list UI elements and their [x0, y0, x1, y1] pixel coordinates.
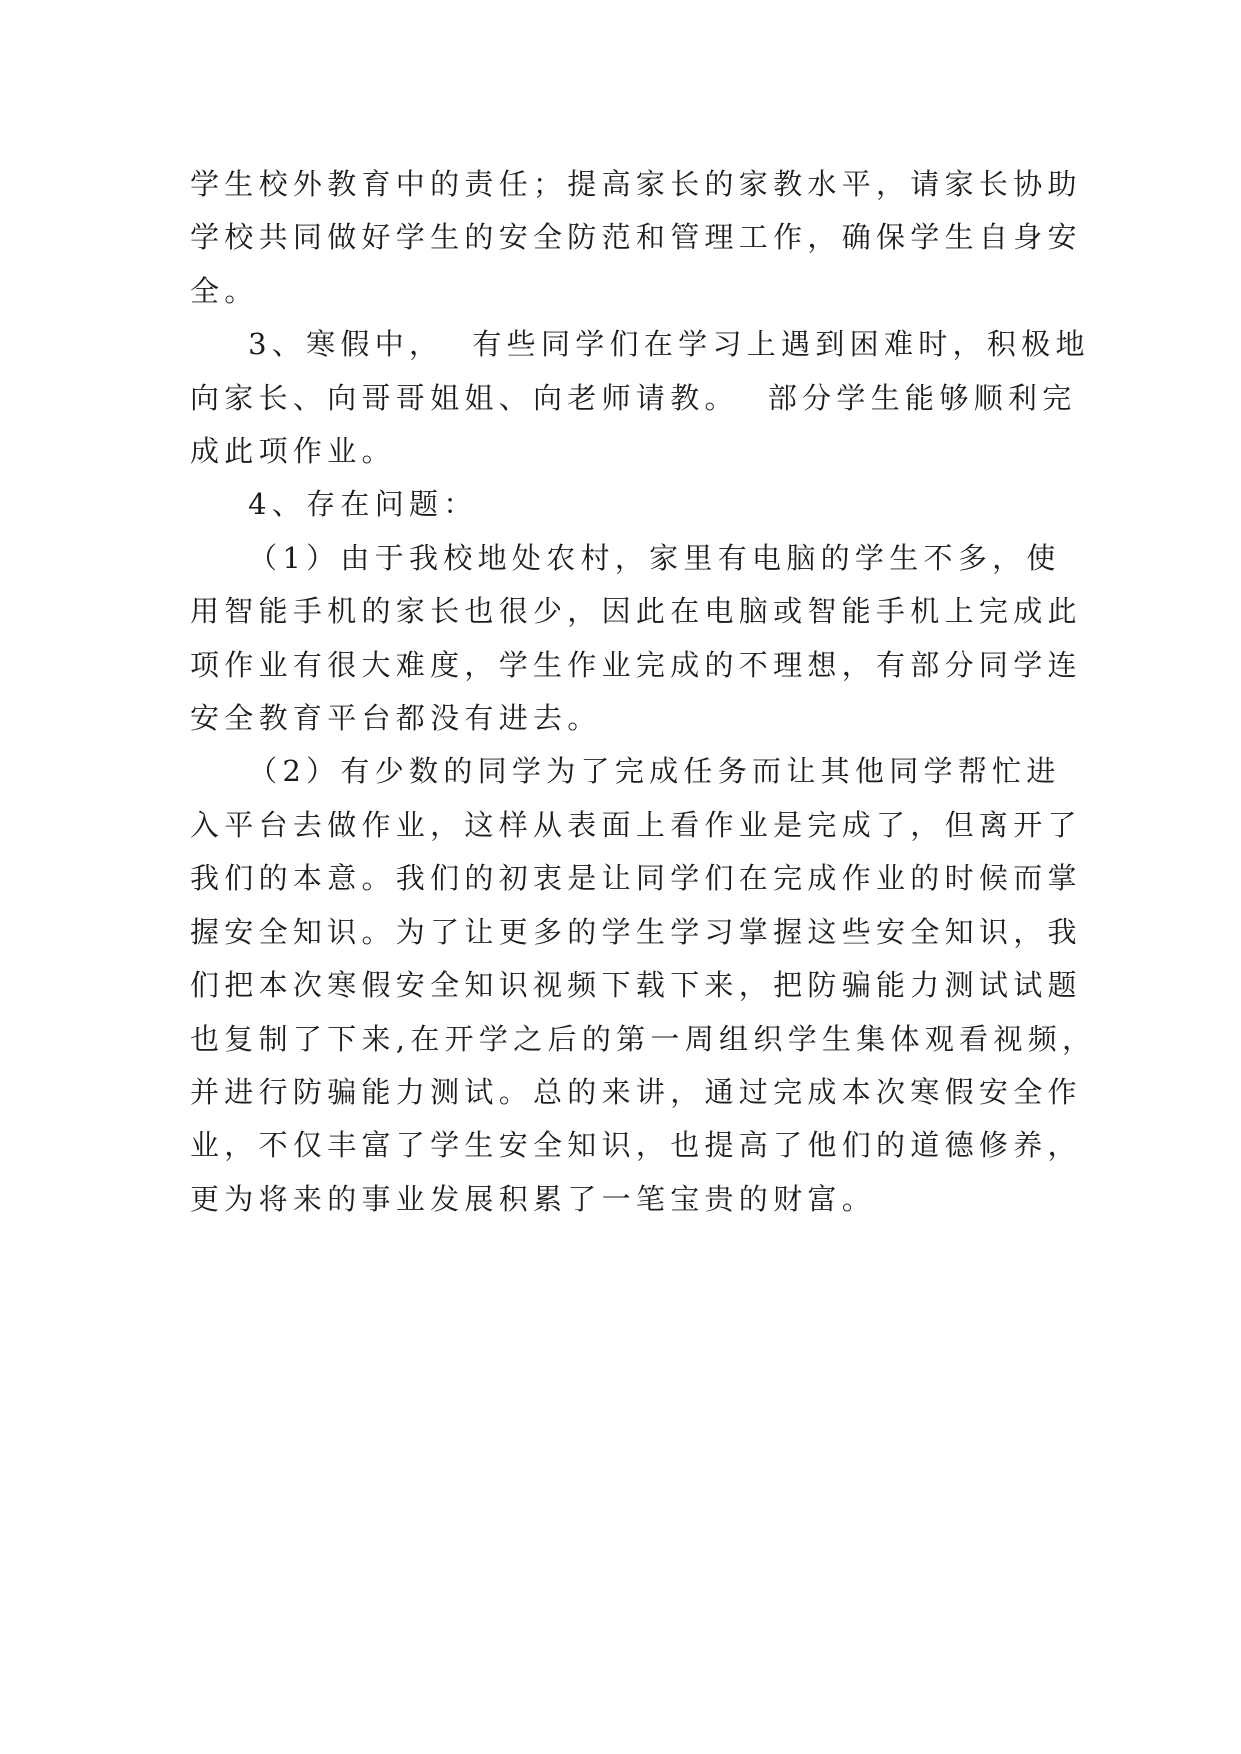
- text-line: 握安全知识。为了让更多的学生学习掌握这些安全知识，我: [190, 914, 1082, 949]
- text-line: 更为将来的事业发展积累了一笔宝贵的财富。: [190, 1181, 877, 1216]
- text-line: 并进行防骗能力测试。总的来讲，通过完成本次寒假安全作: [190, 1074, 1082, 1109]
- text-line: 全。: [190, 273, 259, 308]
- text-line: 学校共同做好学生的安全防范和管理工作，确保学生自身安: [190, 220, 1082, 255]
- text-line: 们把本次寒假安全知识视频下载下来，把防骗能力测试试题: [190, 968, 1082, 1003]
- text-line: 项作业有很大难度，学生作业完成的不理想，有部分同学连: [190, 647, 1082, 682]
- text-line: 业，不仅丰富了学生安全知识，也提高了他们的道德修养，: [190, 1128, 1082, 1163]
- text-line: 4、存在问题：: [190, 487, 478, 522]
- text-line: 安全教育平台都没有进去。: [190, 701, 602, 736]
- text-line: 3、寒假中， 有些同学们在学习上遇到困难时，积极地: [190, 327, 1090, 362]
- text-line: （2）有少数的同学为了完成任务而让其他同学帮忙进: [190, 754, 1061, 789]
- text-line: 入平台去做作业，这样从表面上看作业是完成了，但离开了: [190, 807, 1082, 842]
- text-line: 我们的本意。我们的初衷是让同学们在完成作业的时候而掌: [190, 861, 1082, 896]
- text-line: 向家长、向哥哥姐姐、向老师请教。 部分学生能够顺利完: [190, 380, 1077, 415]
- document-body: [190, 158, 1097, 1226]
- text-line: 也复制了下来,在开学之后的第一周组织学生集体观看视频，: [190, 1021, 1097, 1056]
- text-line: 成此项作业。: [190, 434, 396, 469]
- text-line: （1）由于我校地处农村，家里有电脑的学生不多，使: [190, 540, 1061, 575]
- text-line: 用智能手机的家长也很少，因此在电脑或智能手机上完成此: [190, 594, 1082, 629]
- text-line: 学生校外教育中的责任；提高家长的家教水平，请家长协助: [190, 167, 1082, 201]
